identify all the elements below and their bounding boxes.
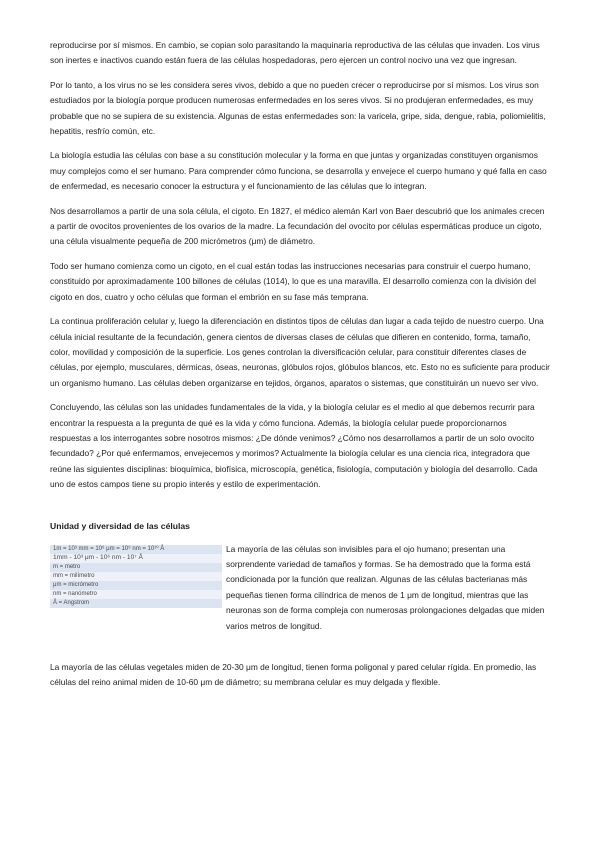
table-row [50,572,222,581]
table-row [50,590,222,599]
paragraph-virus-not-alive: Por lo tanto, a los virus no se les considera seres vivos, debido a que no pueden crecer o reproducirse por sí mismos. Los virus son estudiados por la biología porque producen numerosas enfermedades en los seres vivos. Si no produjeran enfermedades, es muy probable que no se supiera de su existencia. Algunas de estas enfermedades son: la varicela, gripe, sida, dengue, rabia, poliomielitis, hepatitis, resfrío común, etc. [50,79,546,137]
table-row [50,599,222,608]
table-row [50,581,222,590]
document-page [50,38,550,690]
paragraph-human-development: Todo ser humano comienza como un cigoto, en el cual están todas las instrucciones necesarias para construir el cuerpo humano, constituido por aproximadamente 100 billones de células (1014), lo que es una maravilla. El desarrollo comienza con la división del cigoto en dos, cuatro y ocho células que forman el embrión en su fase más temprana. [50,260,537,302]
paragraph-virus-reproduction: reproducirse por sí mismos. En cambio, se copian solo parasitando la maquinaria reproductiva de las células que invaden. Los virus son inertes e inactivos cuando están fuera de las células hospedadoras, pero ejercen un control nocivo una vez que ingresan. [50,40,540,66]
unit-row-nm: nm = nanómetro [50,590,222,599]
unit-row-meter-equivalences: 1m = 10³ mm = 10⁶ μm = 10⁹ nm = 10¹⁰ Å [50,545,222,554]
unit-row-m: m = metro [50,563,222,572]
unit-section [50,542,550,660]
paragraph-plant-animal-cells: La mayoría de las células vegetales miden de 20‑30 μm de longitud, tienen forma poligonal y pared celular rígida. En promedio, las células del reino animal miden de 10‑60 μm de diámetro; su membrana celular es muy delgada y flexible. [50,661,537,687]
table-row [50,563,222,572]
table-row [50,545,222,554]
unit-row-millimeter-equivalences: 1mm ‑ 10³ μm ‑ 10⁶ nm ‑ 10⁷ Å [50,554,222,563]
paragraph-conclusion: Concluyendo, las células son las unidades fundamentales de la vida, y la biología celular es el medio al que debemos recurrir para encontrar la respuesta a la pregunta de qué es la vida y cómo funciona. Además, la biología celular puede proporcionarnos respuestas a los interrogantes sobre nosotros mismos: ¿De dónde venimos? ¿Cómo nos desarrollamos a partir de un solo ovocito fecundado? ¿Por qué enfermamos, envejecemos y morimos? Actualmente la biología celular es una ciencia rica, integradora que reúne las siguientes disciplinas: bioquímica, biofísica, microscopía, genética, fisiología, computación y biología del desarrollo. Cada uno de estos campos tiene su propio interés y estilo de experimentación. [50,402,538,490]
unit-row-mm: mm = milímetro [50,572,222,581]
section-heading: Unidad y diversidad de las células [50,520,190,531]
unit-conversion-table [50,545,222,608]
paragraph-zygote: Nos desarrollamos a partir de una sola célula, el cigoto. En 1827, el médico alemán Karl von Baer descubrió que los animales crecen a partir de ovocitos provenientes de los ovarios de la madre. La fecundación del ovocito por células espermáticas produce un cigoto, una célula visualmente pequeña de 200 micrómetros (μm) de diámetro. [50,205,545,247]
paragraph-cell-differentiation: La continua proliferación celular y, luego la diferenciación en distintos tipos de células dan lugar a cada tejido de nuestro cuerpo. Una célula inicial resultante de la fecundación, genera cientos de diversas clases de células que difieren en contenido, forma, tamaño, color, movilidad y composición de la superficie. Los genes controlan la diversificación celular, para constituir diferentes clases de células, por ejemplo, musculares, dérmicas, óseas, neuronas, glóbulos rojos, glóbulos blancos, etc. Esto no es suficiente para producir un organismo humano. Las células deben organizarse en tejidos, órganos, aparatos o sistemas, que constituirán un nuevo ser vivo. [50,316,550,388]
paragraph-biology-studies-cells: La biología estudia las células con base a su constitución molecular y la forma en que juntas y organizadas constituyen organismos muy complejos como el ser humano. Para comprender cómo funciona, se desarrolla y envejece el cuerpo humano y qué falla en caso de enfermedad, es necesario conocer la estructura y el funcionamiento de las células que lo integran. [50,150,547,192]
unit-row-um: μm = micrómetro [50,581,222,590]
unit-row-angstrom: Å = Angstrom [50,599,222,608]
paragraph-cell-sizes: La mayoría de las células son invisibles para el ojo humano; presentan una sorprendente variedad de tamaños y formas. Se ha demostrado que la forma está condicionada por la función que realizan. Algunas de las células bacterianas más pequeñas tienen forma cilíndrica de menos de 1 μm de longitud, mientras que las neuronas son de forma compleja con numerosas prolongaciones delgadas que miden varios metros de longitud. [226,543,545,631]
table-row [50,554,222,563]
